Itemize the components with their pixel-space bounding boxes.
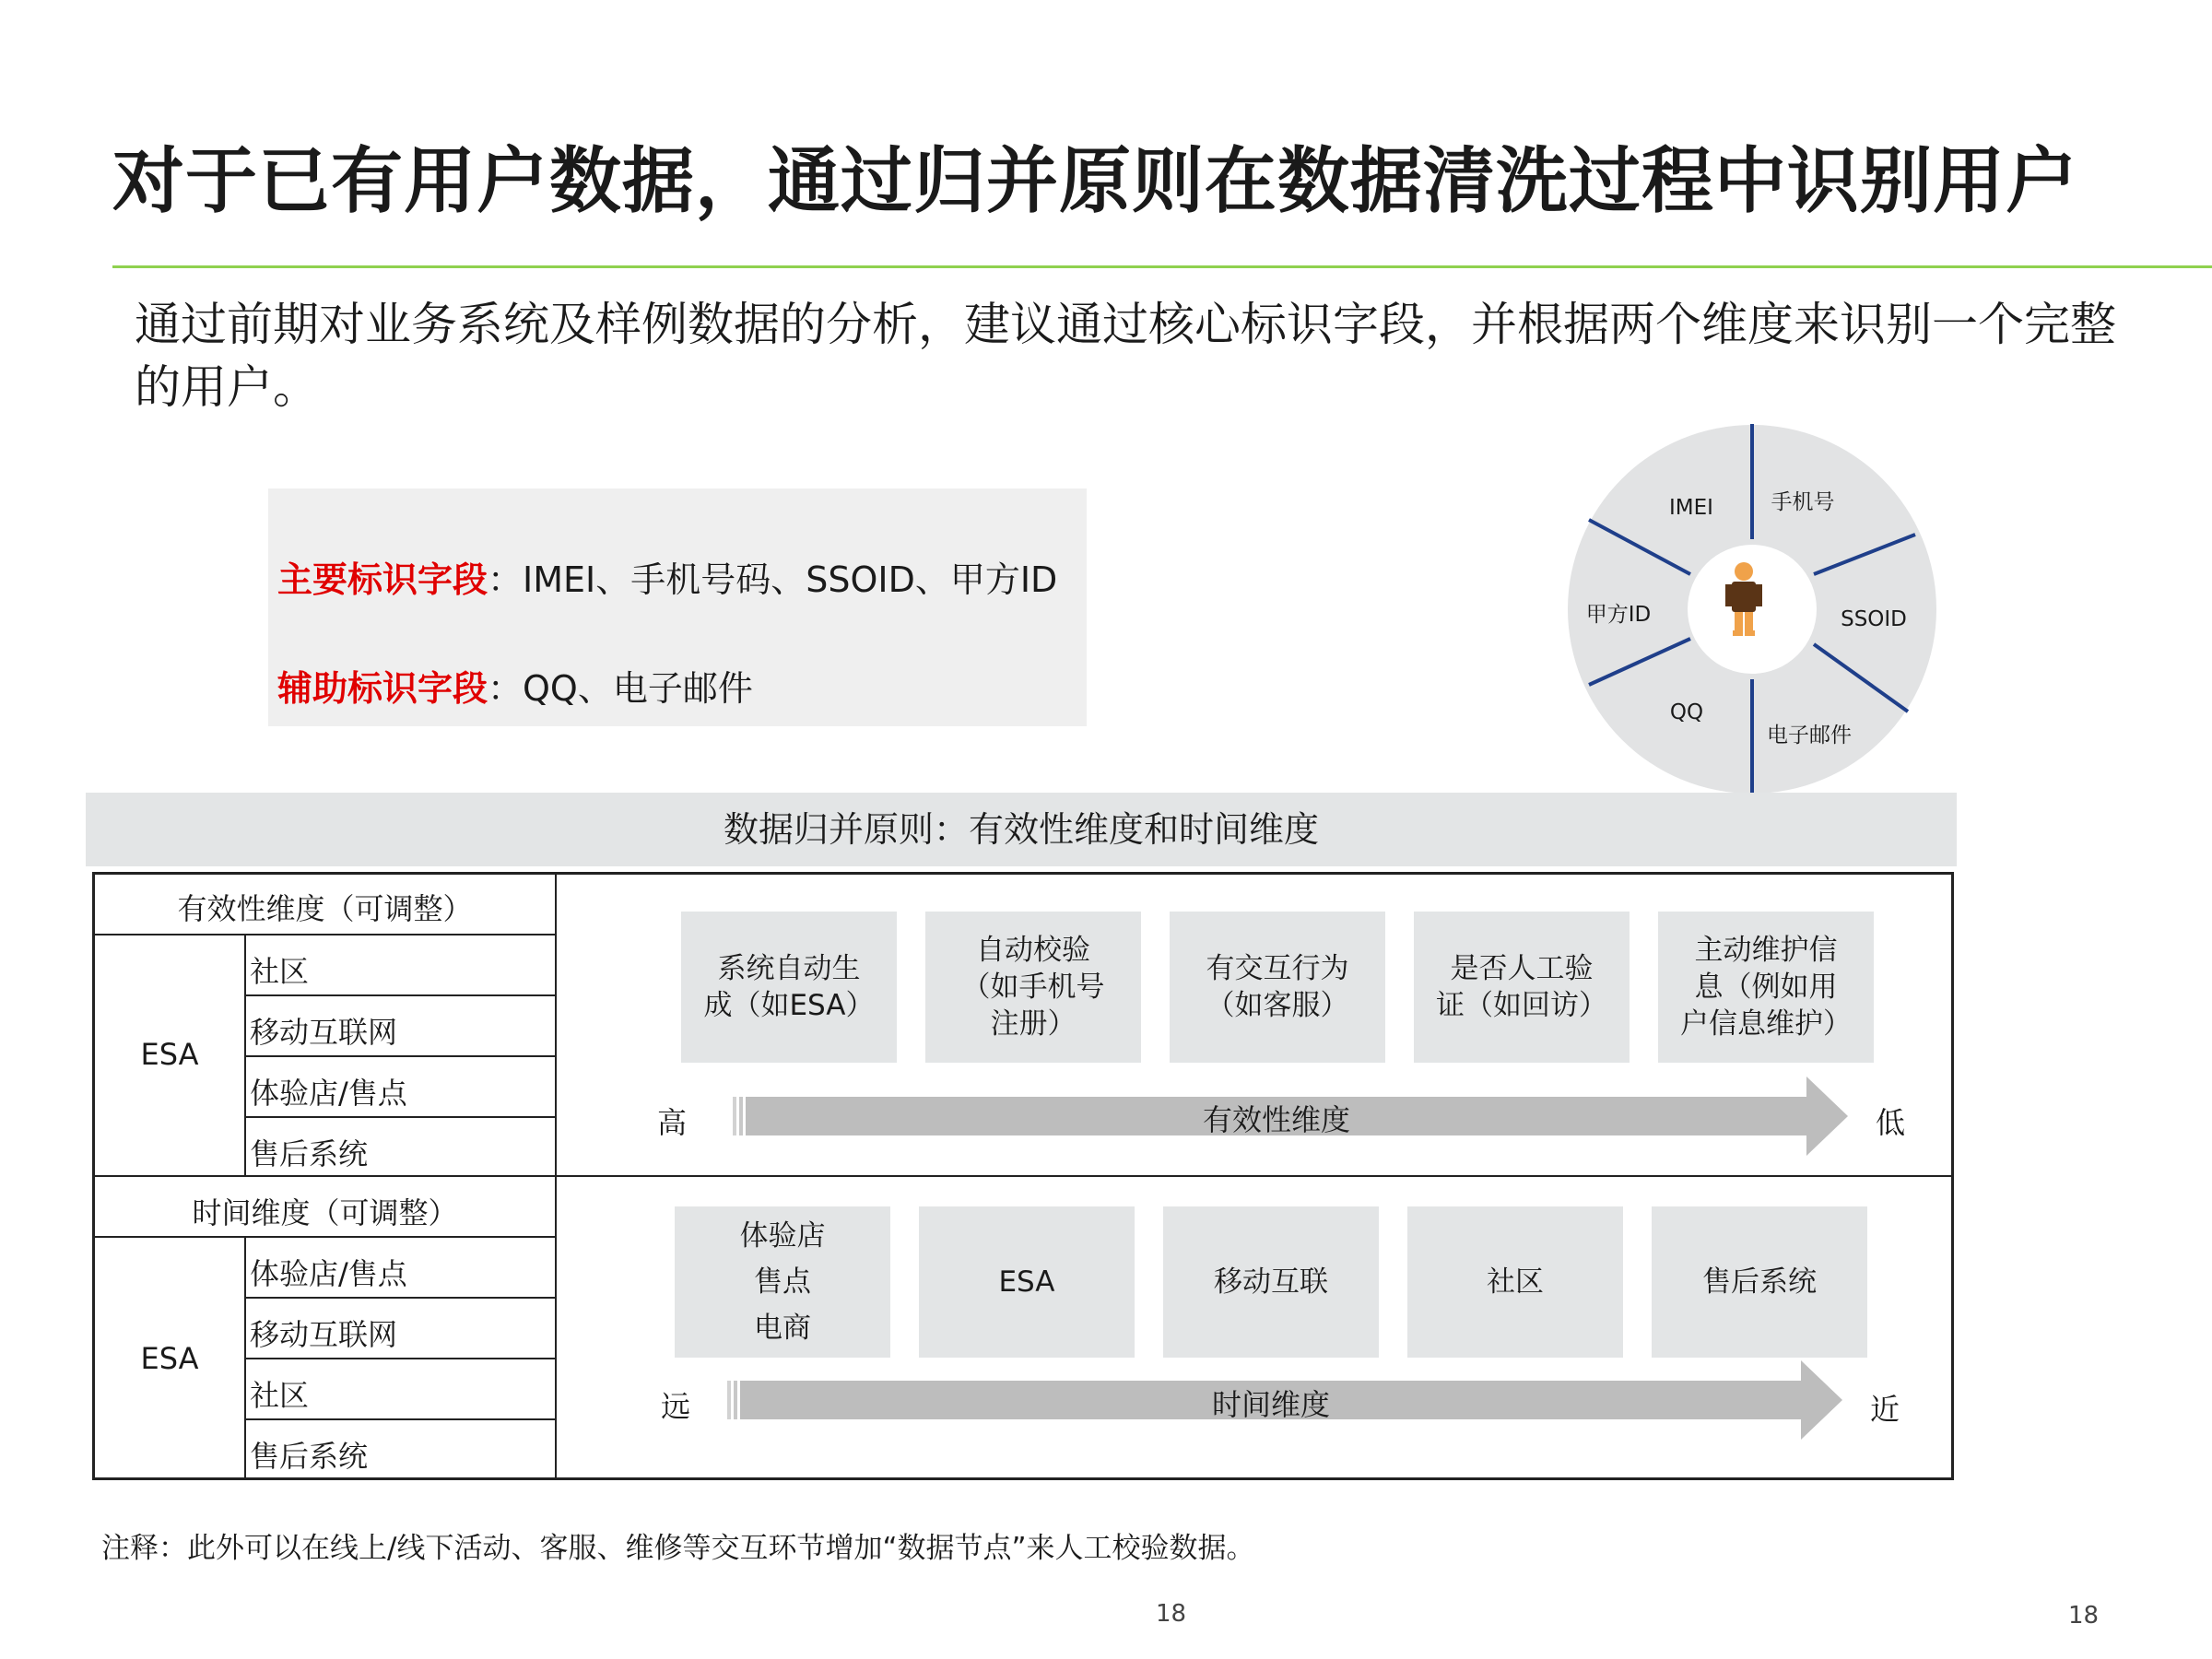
- aux-fields-key: 辅助标识字段: [277, 668, 488, 709]
- principle-header: 数据归并原则：有效性维度和时间维度: [86, 793, 1957, 866]
- col-line: [244, 934, 246, 1175]
- wheel-label-phone: 手机号: [1771, 490, 1835, 514]
- primary-fields-line: [277, 551, 1057, 602]
- validity-item: 体验店/售点: [250, 1076, 407, 1111]
- time-item: 移动互联网: [250, 1317, 398, 1352]
- wheel-label-party-id: 甲方ID: [1585, 603, 1652, 627]
- identifier-wheel: [1567, 424, 1937, 794]
- validity-item: 移动互联网: [250, 1015, 398, 1050]
- time-end-label: 近: [1870, 1392, 1900, 1427]
- time-card: ESA: [919, 1206, 1135, 1358]
- wheel-label-ssoid: SSOID: [1841, 607, 1907, 631]
- page-title: 对于已有用户数据，通过归并原则在数据清洗过程中识别用户: [112, 140, 2079, 223]
- wheel-label-qq: QQ: [1669, 700, 1704, 724]
- time-item: 售后系统: [250, 1439, 369, 1474]
- table-divider-middle: [95, 1175, 1951, 1177]
- time-card: 社区: [1407, 1206, 1623, 1358]
- row-line: [244, 1055, 555, 1057]
- validity-header: 有效性维度（可调整）: [177, 891, 473, 926]
- wheel-label-imei: IMEI: [1669, 496, 1713, 520]
- footnote: 注释：此外可以在线上/线下活动、客服、维修等交互环节增加“数据节点”来人工校验数据。: [101, 1532, 1255, 1565]
- row-line: [95, 1236, 555, 1238]
- wheel-label-email: 电子邮件: [1767, 724, 1852, 747]
- row-line: [244, 1358, 555, 1359]
- row-line: [244, 1418, 555, 1420]
- validity-card: 主动维护信 息（例如用 户信息维护）: [1658, 912, 1874, 1063]
- time-card: 体验店 售点 电商: [675, 1206, 890, 1358]
- page-number-right: 18: [2068, 1602, 2100, 1630]
- aux-fields-line: [277, 660, 753, 711]
- title-divider: [112, 265, 2212, 268]
- validity-arrow-label: 有效性维度: [1202, 1102, 1350, 1137]
- identifier-wheel-graphic: [1567, 424, 1937, 794]
- time-card: 售后系统: [1652, 1206, 1867, 1358]
- time-item: 体验店/售点: [250, 1256, 407, 1291]
- time-card: 移动互联: [1163, 1206, 1379, 1358]
- id-fields-box: [268, 488, 1087, 726]
- row-line: [244, 994, 555, 996]
- validity-item: 售后系统: [250, 1136, 369, 1171]
- primary-fields-key: 主要标识字段: [277, 559, 488, 600]
- validity-item: 社区: [250, 954, 310, 989]
- validity-group: ESA: [140, 1037, 199, 1072]
- time-arrow-label: 时间维度: [1211, 1387, 1330, 1422]
- validity-card: 自动校验 （如手机号 注册）: [925, 912, 1141, 1063]
- col-line: [244, 1236, 246, 1477]
- intro-text: 通过前期对业务系统及样例数据的分析，建议通过核心标识字段，并根据两个维度来识别一个完整的用户。: [135, 298, 2116, 414]
- validity-card: 是否人工验 证（如回访）: [1414, 912, 1630, 1063]
- time-group: ESA: [140, 1341, 199, 1376]
- validity-end-label: 低: [1876, 1105, 1906, 1140]
- validity-start-label: 高: [657, 1105, 688, 1140]
- validity-card: 有交互行为 （如客服）: [1170, 912, 1385, 1063]
- primary-fields-value: ：IMEI、手机号码、SSOID、甲方ID: [488, 559, 1058, 600]
- row-line: [244, 1116, 555, 1118]
- row-line: [95, 934, 555, 935]
- row-line: [244, 1297, 555, 1299]
- aux-fields-value: ：QQ、电子邮件: [488, 668, 753, 709]
- page-number-center: 18: [1156, 1600, 1187, 1628]
- time-item: 社区: [250, 1378, 310, 1413]
- validity-card: 系统自动生 成（如ESA）: [681, 912, 897, 1063]
- principle-table: [92, 872, 1954, 1480]
- time-start-label: 远: [661, 1389, 691, 1424]
- time-header: 时间维度（可调整）: [192, 1195, 458, 1230]
